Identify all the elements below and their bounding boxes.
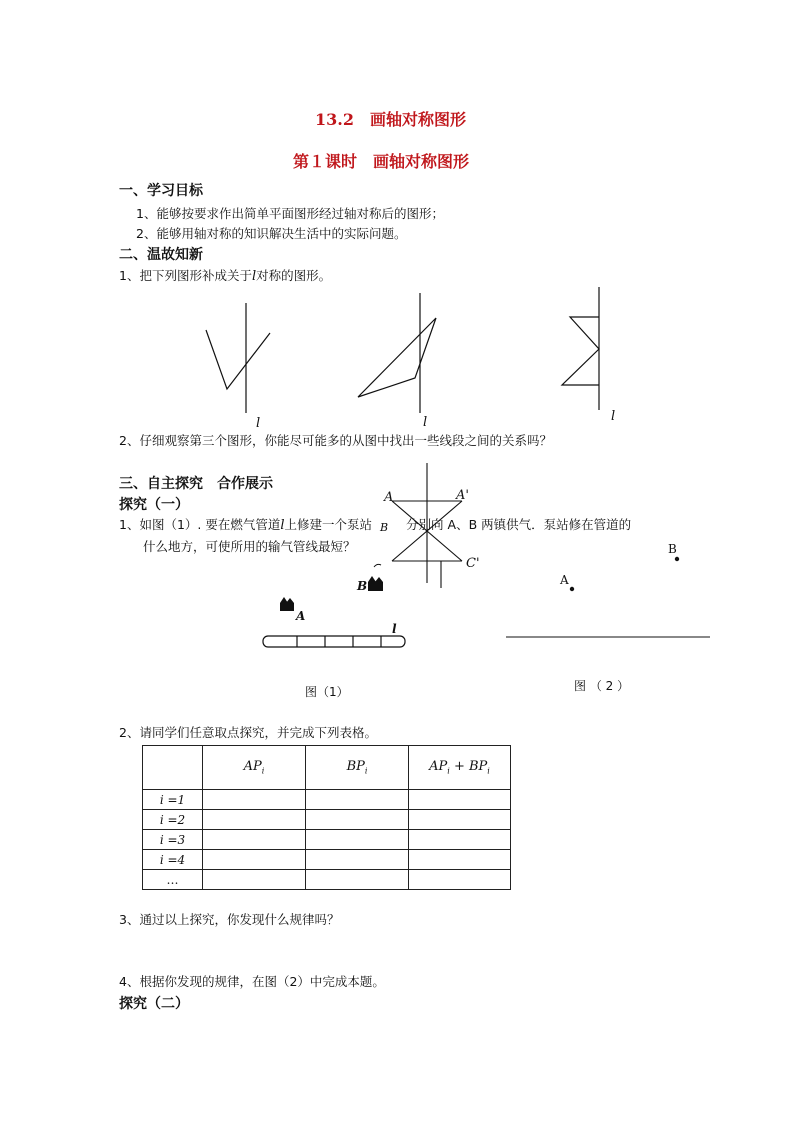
goal-item-2: 2、能够用轴对称的知识解决生活中的实际问题。: [136, 226, 407, 241]
table-cell[interactable]: [409, 830, 511, 850]
section-goals-heading: 一、学习目标: [119, 183, 203, 199]
table-header-row: [143, 746, 511, 790]
table-row: [143, 870, 511, 890]
explore-2-heading: 探究（二）: [119, 996, 189, 1012]
explore-1-question-2: 2、请同学们任意取点探究，并完成下列表格。: [119, 725, 377, 740]
explore-1-heading: 探究（一）: [119, 497, 189, 513]
figure-2-point-B: [675, 557, 679, 561]
table-header-sum: $AP_i + BP_i$: [409, 746, 511, 790]
overlay-label-A-prime: A': [456, 488, 469, 503]
table-cell[interactable]: [306, 790, 409, 810]
axis-label-1: l: [256, 416, 261, 431]
review-question-2: 2、仔细观察第三个图形，你能尽可能多的从图中找出一些线段之间的关系吗？: [119, 433, 552, 448]
axis-label-3: l: [611, 409, 616, 424]
figure-2-caption: 图 （ 2 ）: [574, 679, 630, 693]
overlay-label-C-prime: C': [466, 556, 480, 571]
table-row: [143, 850, 511, 870]
overlay-hourglass: [392, 463, 462, 588]
review-question-1: 1、把下列图形补成关于l对称的图形。: [119, 268, 332, 284]
table-cell[interactable]: [409, 810, 511, 830]
table-row-label: i =3: [143, 830, 203, 850]
table-cell[interactable]: [203, 850, 306, 870]
table-cell[interactable]: [306, 870, 409, 890]
table-row-label: i =1: [143, 790, 203, 810]
table-row-label: i =4: [143, 850, 203, 870]
town-A-icon: [280, 597, 294, 611]
half-shape-1: [206, 330, 270, 389]
doc-title: 13.2 画轴对称图形: [315, 110, 466, 129]
fig2-label-A: A: [560, 573, 569, 587]
figure-3: [562, 287, 599, 410]
fig1-label-A: A: [296, 609, 306, 623]
table-header-empty: [143, 746, 203, 790]
table-cell[interactable]: [409, 870, 511, 890]
fig2-label-B: B: [668, 542, 677, 556]
goal-item-1: 1、能够按要求作出简单平面图形经过轴对称后的图形；: [136, 206, 444, 221]
table-row-label: i =2: [143, 810, 203, 830]
table-cell[interactable]: [306, 810, 409, 830]
table-row: [143, 830, 511, 850]
table-row-label: …: [143, 870, 203, 890]
section-review-heading: 二、温故知新: [119, 247, 203, 263]
symmetry-figures: [0, 0, 794, 460]
table-row: [143, 810, 511, 830]
table-cell[interactable]: [203, 830, 306, 850]
table-cell[interactable]: [203, 870, 306, 890]
explore-1-question-1-line-2: 什么地方，可使所用的输气管线最短？: [143, 539, 356, 554]
explore-figures: [0, 455, 794, 705]
doc-subtitle: 第１课时 画轴对称图形: [293, 152, 470, 171]
axis-label-2: l: [423, 415, 428, 430]
overlay-label-A: A: [384, 490, 394, 505]
explore-1-question-1-line-1: 1、如图（1）. 要在燃气管道l上修建一个泵站 分别向 A、B 两镇供气．泵站修在管道的: [119, 517, 632, 533]
table-cell[interactable]: [409, 850, 511, 870]
table-header-bp: $BP_i$: [306, 746, 409, 790]
town-B-icon: [368, 576, 383, 591]
explore-1-question-3: 3、通过以上探究，你发现什么规律吗？: [119, 912, 340, 927]
fig1-label-B: B: [357, 579, 368, 593]
overlay-label-B: B: [380, 521, 389, 534]
overlay-label-C-mark: [374, 564, 381, 567]
figure-1-caption: 图（1）: [305, 685, 349, 699]
table-header-ap: $AP_i$: [203, 746, 306, 790]
figure-2: [358, 293, 436, 413]
section-explore-heading: 三、自主探究 合作展示: [119, 476, 273, 492]
figure-1: [206, 303, 270, 413]
figure-1-pipeline: [263, 636, 405, 647]
exploration-table: [142, 745, 511, 890]
table-cell[interactable]: [409, 790, 511, 810]
table-row: [143, 790, 511, 810]
table-cell[interactable]: [306, 850, 409, 870]
fig1-label-l: l: [392, 622, 397, 636]
table-cell[interactable]: [203, 790, 306, 810]
explore-1-question-4: 4、根据你发现的规律，在图（2）中完成本题。: [119, 974, 385, 989]
half-shape-3: [562, 317, 599, 385]
table-cell[interactable]: [203, 810, 306, 830]
figure-2-point-A: [570, 587, 574, 591]
pipeline-body: [263, 636, 405, 647]
half-shape-2: [358, 318, 436, 397]
table-cell[interactable]: [306, 830, 409, 850]
